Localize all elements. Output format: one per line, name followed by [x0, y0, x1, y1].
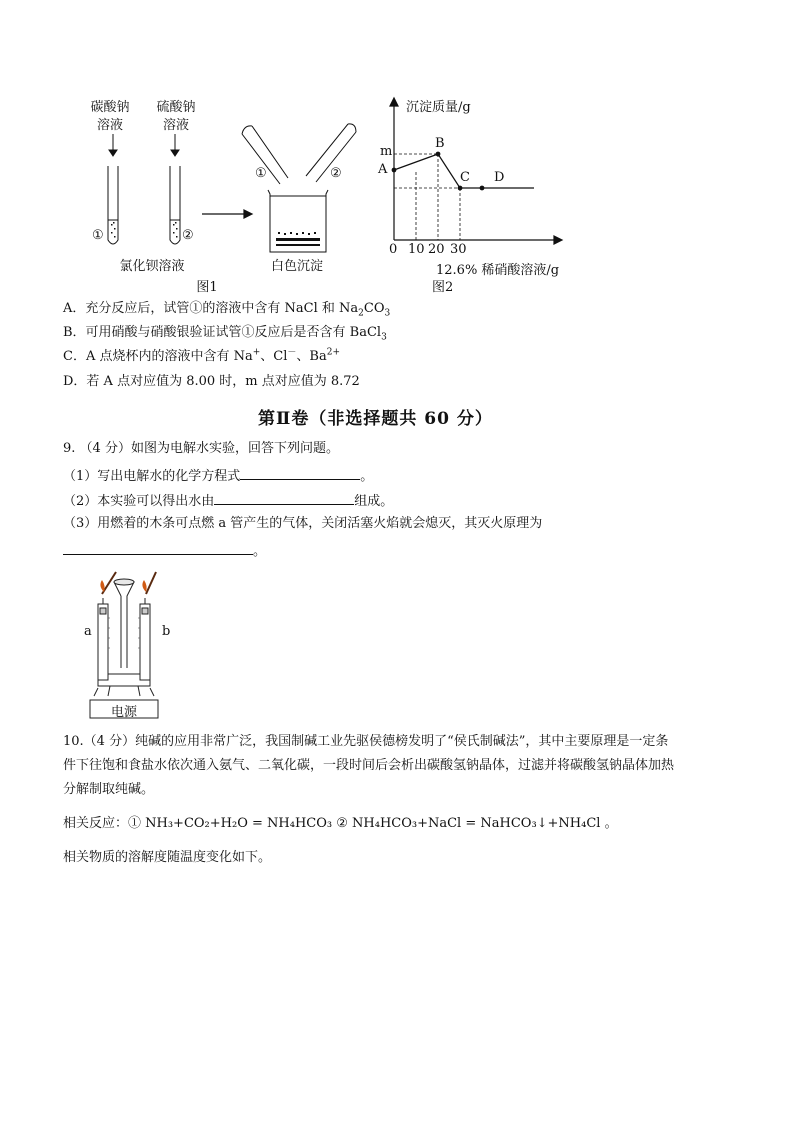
- reagent-left-line1: 碳酸钠: [90, 100, 130, 115]
- reagent-right-line2: 溶液: [162, 118, 189, 133]
- point-label-d: D: [494, 170, 505, 185]
- segment-b-c: [438, 154, 460, 188]
- reagent-right-line1: 硫酸钠: [156, 100, 196, 115]
- q9-part2-end: 组成。: [354, 494, 394, 509]
- point-a: [392, 168, 397, 173]
- option-b-sub: 3: [381, 332, 387, 343]
- option-d: D．若 A 点对应值为 8.00 时，m 点对应值为 8.72: [63, 374, 360, 389]
- test-tube-left: [108, 166, 118, 244]
- q9-part2: [63, 490, 393, 511]
- x-axis-label: 12.6% 稀硝酸溶液/g: [436, 263, 560, 278]
- point-label-c: C: [460, 170, 470, 185]
- section-title: 第Ⅱ卷（非选择题共 60 分）: [258, 409, 493, 429]
- point-d: [480, 186, 485, 191]
- option-c: [63, 348, 340, 366]
- tube-right-marker: ②: [182, 228, 194, 243]
- option-a-mid: CO: [363, 301, 385, 316]
- beaker-label: 白色沉淀: [270, 259, 323, 274]
- option-a-sub2: 3: [384, 308, 391, 319]
- x-tick-0: 0: [389, 242, 398, 257]
- test-tube-right: [170, 166, 180, 244]
- x-tick-20: 20: [428, 242, 445, 257]
- segment-a-b: [394, 154, 438, 170]
- burning-match-left: [100, 572, 116, 594]
- option-c-sup1: +: [252, 347, 261, 358]
- option-a-prefix: A．充分反应后，试管①的溶液中含有 NaCl 和 Na: [63, 301, 359, 316]
- point-label-a: A: [378, 162, 388, 177]
- y-axis-arrow-icon: [390, 98, 398, 106]
- option-c-sup3: 2+: [326, 347, 340, 358]
- q10-solubility-intro: 相关物质的溶解度随温度变化如下。: [63, 850, 272, 865]
- option-c-mid: 、Cl: [260, 349, 288, 364]
- tubes-label: 氯化钡溶液: [119, 259, 185, 274]
- q9-part3-blank[interactable]: [63, 540, 253, 555]
- y-axis-label: 沉淀质量/g: [406, 100, 471, 115]
- q9-part3-end: 。: [253, 544, 267, 559]
- burning-match-right: [142, 572, 156, 594]
- point-b: [436, 152, 441, 157]
- q9-part2-blank[interactable]: [214, 490, 354, 505]
- option-a: [63, 300, 390, 318]
- option-c-mid2: 、Ba: [296, 349, 327, 364]
- arrow-down-icon: [109, 134, 179, 156]
- point-label-b: B: [435, 136, 445, 151]
- q9-part1: [63, 465, 373, 486]
- x-tick-30: 30: [450, 242, 467, 257]
- figure-2: [370, 92, 580, 297]
- q9-part3-answer: [63, 540, 266, 561]
- q9-part3: （3）用燃着的木条可点燃 a 管产生的气体，关闭活塞火焰就会熄灭，其灭火原理为: [63, 516, 543, 531]
- electrolysis-figure: [84, 568, 184, 724]
- figure-2-caption: 图2: [432, 280, 454, 295]
- point-c: [458, 186, 463, 191]
- q9-stem: 9. （4 分）如图为电解水实验，回答下列问题。: [63, 441, 339, 456]
- q9-part2-text: （2）本实验可以得出水由: [63, 494, 215, 509]
- q10-reactions: 相关反应：① NH₃+CO₂+H₂O = NH₄HCO₃ ② NH₄HCO₃+NaCl = NaHCO₃↓+NH₄Cl 。: [63, 816, 618, 831]
- power-supply-label: 电源: [110, 705, 137, 720]
- q9-part1-text: （1）写出电解水的化学方程式: [63, 469, 241, 484]
- option-c-sup2: －: [287, 347, 297, 358]
- tilted-left-marker: ①: [255, 166, 267, 181]
- q10-line2: 件下往饱和食盐水依次通入氨气、二氧化碳，一段时间后会析出碳酸氢钠晶体，过滤并将碳酸氢钠晶体加热: [63, 758, 675, 773]
- option-b-prefix: B．可用硝酸与硝酸银验证试管①反应后是否含有 BaCl: [63, 325, 382, 340]
- tilted-right-marker: ②: [330, 166, 342, 181]
- tube-a-label: a: [84, 624, 92, 639]
- option-a-sub1: 2: [358, 308, 364, 319]
- figure-1: [80, 92, 380, 297]
- y-tick-m: m: [380, 144, 393, 159]
- option-c-prefix: C．A 点烧杯内的溶液中含有 Na: [63, 349, 253, 364]
- q10-line1: 10.（4 分）纯碱的应用非常广泛，我国制碱工业先驱侯德榜发明了“侯氏制碱法”，其中主要原理是一定条: [63, 734, 669, 749]
- x-axis-arrow-icon: [554, 236, 562, 244]
- beaker: [268, 190, 328, 252]
- reagent-left-line2: 溶液: [96, 118, 123, 133]
- tube-b-label: b: [162, 624, 171, 639]
- arrow-right-icon: [202, 210, 252, 218]
- tube-left-marker: ①: [92, 228, 104, 243]
- figure-1-caption: 图1: [196, 280, 218, 295]
- precipitate: [276, 232, 320, 246]
- x-tick-10: 10: [408, 242, 425, 257]
- q10-line3: 分解制取纯碱。: [63, 782, 155, 797]
- q9-part1-blank[interactable]: [240, 465, 360, 480]
- q9-part1-end: 。: [360, 469, 374, 484]
- option-b: [63, 324, 387, 342]
